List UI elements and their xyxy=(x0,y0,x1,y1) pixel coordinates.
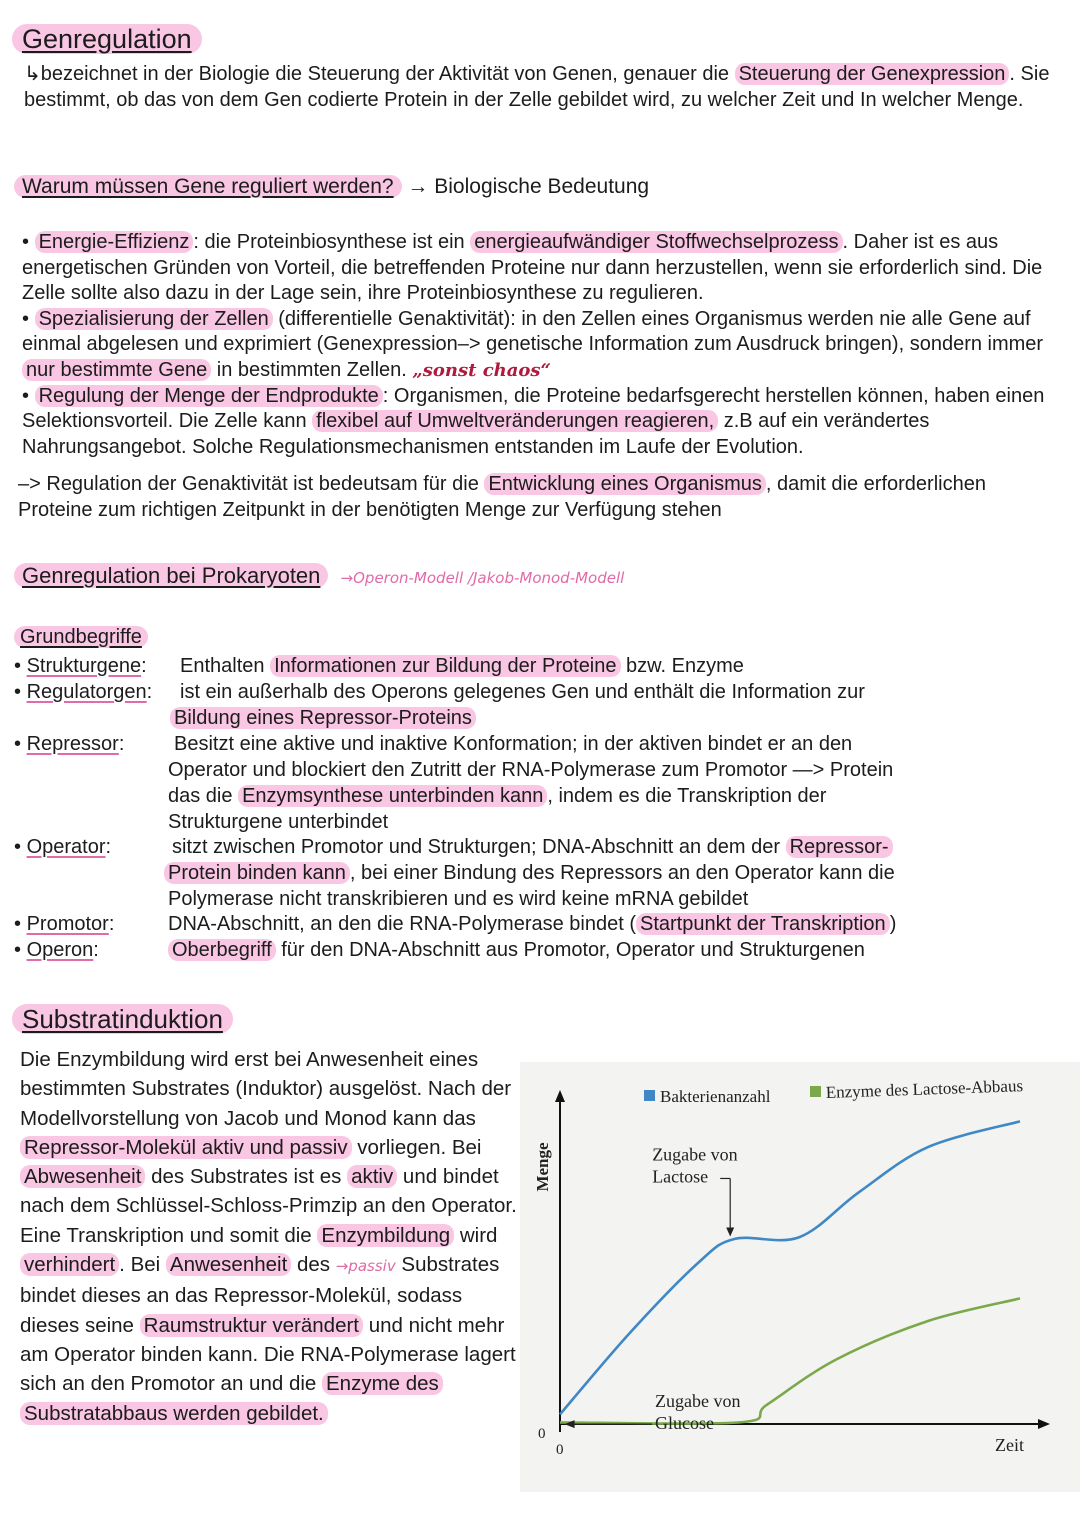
x-axis-label: Zeit xyxy=(995,1435,1024,1455)
substrat-paragraph xyxy=(20,1045,520,1428)
term-strukturgene-label: Strukturgene xyxy=(26,655,142,677)
legend-label-0: Bakterienanzahl xyxy=(660,1087,771,1106)
folgerung-text-a: Regulation der Genaktivität ist bedeutsam für die xyxy=(40,473,485,495)
annotation-glucose-line1: Zugabe von xyxy=(655,1391,741,1412)
substrat-t4: und bindet nach dem Schlüssel-Schloss-Primzip an den Operator. Eine Transkription und somit die xyxy=(20,1165,517,1247)
term-colon: : xyxy=(141,655,147,677)
desc-regulatorgen-line2 xyxy=(170,705,476,731)
term-promotor-label: Promotor xyxy=(26,913,109,935)
legend-label-1: Enzyme des Lactose-Abbaus xyxy=(825,1076,1024,1102)
term-colon: : xyxy=(118,733,125,755)
substrat-t6: . Bei xyxy=(119,1253,166,1277)
series-line-0 xyxy=(560,1121,1020,1414)
substrat-t2: vorliegen. Bei xyxy=(351,1135,482,1159)
y-axis-label: Menge xyxy=(533,1142,552,1192)
folgerung-text-b: , damit die erforderlichen Proteine zum richtigen Zeitpunkt in der benötigten Menge zur Verfügung stehen xyxy=(18,473,986,521)
bedeutung-text-regulung-a: : Organismen, die Proteine bedarfsgerecht herstellen können, haben einen Selektionsvorteil. Die Zelle kann xyxy=(22,384,1045,433)
folgerung-paragraph xyxy=(18,472,1058,523)
desc-regulatorgen xyxy=(180,679,865,705)
desc-regulatorgen-highlight: Bildung eines Repressor-Proteins xyxy=(170,707,476,729)
desc-operator-l1a: sitzt zwischen Promotor und Strukturgen; DNA-Abschnitt an dem der xyxy=(172,836,786,858)
term-promotor xyxy=(14,911,114,937)
page-title xyxy=(12,22,202,56)
desc-promotor-highlight: Startpunkt der Transkription xyxy=(636,913,890,935)
substrat-heading xyxy=(12,1002,233,1036)
term-regulatorgen xyxy=(14,679,152,705)
substrat-hl-repressor: Repressor-Molekül aktiv und passiv xyxy=(20,1136,352,1159)
y-axis-arrow-icon xyxy=(555,1090,565,1102)
question-answer: Biologische Bedeutung xyxy=(434,175,650,198)
desc-strukturgene xyxy=(180,653,744,679)
intro-text-after: . Sie bestimmt, ob das von dem Gen codierte Protein in der Zelle gebildet wird, zu welcher Zeit und In welcher Menge. xyxy=(24,63,1050,111)
desc-operon-b: für den DNA-Abschnitt aus Promotor, Operator und Strukturgenen xyxy=(275,939,865,961)
term-colon: : xyxy=(93,939,99,961)
desc-strukturgene-highlight: Informationen zur Bildung der Proteine xyxy=(270,655,620,677)
bedeutung-label-regulung: Regulung der Menge der Endprodukte xyxy=(35,385,383,407)
series-line-1 xyxy=(560,1298,1020,1423)
substrat-hl-verhindert: verhindert xyxy=(20,1253,119,1276)
intro-paragraph xyxy=(24,62,1054,113)
question-arrow-icon: → xyxy=(407,175,429,198)
substrat-t5: wird xyxy=(454,1223,498,1247)
desc-repressor-l2: Operator und blockiert den Zutritt der RNA-Polymerase zum Promotor —> Protein xyxy=(168,759,894,781)
annotation-lactose-line2: Lactose xyxy=(652,1166,709,1187)
term-colon: : xyxy=(105,836,112,858)
term-operon xyxy=(14,937,99,963)
substrat-hl-raumstruktur: Raumstruktur verändert xyxy=(140,1314,363,1337)
desc-repressor-l4: Strukturgene unterbindet xyxy=(168,811,389,833)
annotation-glucose-line2: Glucose xyxy=(655,1413,714,1434)
bedeutung-text-energie-b: . Daher ist es aus energetischen Gründen von Vorteil, die betreffenden Proteine nur dann herzustellen, wenn sie erforderlich sind. Die Zelle sollte also dazu in der Lage sein, ihre Proteinbiosynthese zu regulieren. xyxy=(22,231,1043,305)
desc-operator-highlight-1: Repressor- xyxy=(786,836,893,858)
bedeutung-text-spezialisierung-b: in bestimmten Zellen. xyxy=(211,358,407,381)
folgerung-highlight: Entwicklung eines Organismus xyxy=(484,473,765,495)
page-title-text: Genregulation xyxy=(12,24,202,54)
desc-strukturgene-a: Enthalten xyxy=(180,655,271,677)
substrat-hl-abwesenheit: Abwesenheit xyxy=(20,1165,145,1188)
bedeutung-highlight-spezialisierung: nur bestimmte Gene xyxy=(22,359,211,381)
bedeutung-text-spezialisierung-a: (differentielle Genaktivität): in den Zellen eines Organismus werden nie alle Gene auf einmal abgelesen und exprimiert (Genexpression–> genetische Information zum Ausdruck bringen), sondern immer xyxy=(22,307,1044,356)
term-operator-label: Operator xyxy=(26,836,106,858)
substrat-t3: des Substrates ist es xyxy=(145,1165,348,1189)
desc-repressor-line1 xyxy=(174,731,852,757)
desc-repressor-highlight: Enzymsynthese unterbinden kann xyxy=(238,785,547,807)
growth-chart-svg xyxy=(520,1062,1080,1492)
desc-repressor-l3a: das die xyxy=(168,785,239,807)
handwritten-note-chaos: „sonst chaos“ xyxy=(412,359,551,381)
bedeutung-item-regulung: • Regulung der Menge der Endprodukte : Organismen, die Proteine bedarfsgerecht herstellen können, haben einen Selektionsvorteil. Die Zelle kann flexibel auf Umweltveränderungen reagieren, z.B auf ein verändertes Nahrungsangebot. Solche Regulationsmechanismen entstanden im Laufe der Evolution. xyxy=(22,384,1045,458)
bedeutung-list xyxy=(22,230,1062,460)
desc-operon xyxy=(168,937,865,963)
desc-operator-l3: Polymerase nicht transkribieren und es wird keine mRNA gebildet xyxy=(168,888,749,910)
desc-operon-highlight: Oberbegriff xyxy=(168,939,276,961)
term-operon-label: Operon xyxy=(26,939,94,961)
bedeutung-item-spezialisierung: • Spezialisierung der Zellen (differentielle Genaktivität): in den Zellen eines Organismus werden nie alle Gene auf einmal abgelesen und exprimiert (Genexpression–> genetische Information zum Ausdruck bringen), sondern immer nur bestimmte Gene in bestimmten Zellen. „sonst chaos“ xyxy=(22,307,1044,381)
question-text: Warum müssen Gene reguliert werden? xyxy=(14,175,402,198)
bullet: • xyxy=(14,733,22,755)
term-colon: : xyxy=(146,681,153,703)
term-strukturgene xyxy=(14,653,147,679)
prokaryoten-heading xyxy=(14,562,624,592)
bullet: • xyxy=(14,836,22,858)
desc-promotor xyxy=(168,911,896,937)
substrat-handwritten-note: →passiv xyxy=(335,1257,396,1276)
grundbegriffe-heading-text: Grundbegriffe xyxy=(14,626,148,648)
annotation-lactose-line1: Zugabe von xyxy=(652,1144,738,1165)
substrat-heading-text: Substratinduktion xyxy=(12,1004,233,1034)
x-axis-arrow-icon xyxy=(1038,1419,1050,1429)
bullet: • xyxy=(14,655,22,677)
intro-arrow-icon: ↳ xyxy=(24,63,41,85)
substrat-hl-anwesenheit: Anwesenheit xyxy=(166,1253,291,1276)
desc-repressor-line2 xyxy=(168,757,893,783)
substrat-t8: Substrates bindet dieses an das Repressor-Molekül, sodass dieses seine xyxy=(20,1253,500,1337)
bedeutung-text-energie-a: : die Proteinbiosynthese ist ein xyxy=(193,231,471,253)
bedeutung-item-energie: • Energie-Effizienz : die Proteinbiosynthese ist ein energieaufwändiger Stoffwechselprozess . Daher ist es aus energetischen Gründen von Vorteil, die betreffenden Proteine nur dann herzustellen, wenn sie erforderlich sind. Die Zelle sollte also dazu in der Lage sein, ihre Proteinbiosynthese zu regulieren. xyxy=(22,231,1043,305)
substrat-hl-aktiv: aktiv xyxy=(347,1165,397,1188)
bullet: • xyxy=(14,681,22,703)
term-colon: : xyxy=(108,913,115,935)
x-origin-label: 0 xyxy=(556,1442,564,1458)
term-repressor xyxy=(14,731,124,757)
y-origin-label: 0 xyxy=(538,1426,546,1442)
desc-operator-line2 xyxy=(164,860,895,886)
desc-promotor-b: ) xyxy=(889,913,897,935)
desc-operator-line3 xyxy=(168,886,748,912)
folgerung-arrow-icon: –> xyxy=(18,473,41,495)
prokaryoten-heading-text: Genregulation bei Prokaryoten xyxy=(14,563,328,588)
desc-repressor-l1: Besitzt eine aktive und inaktive Konformation; in der aktiven bindet er an den xyxy=(174,733,853,755)
bedeutung-text-regulung-b: z.B auf ein verändertes Nahrungsangebot. Solche Regulationsmechanismen entstanden im Laufe der Evolution. xyxy=(22,410,930,458)
bedeutung-highlight-energie: energieaufwändiger Stoffwechselprozess xyxy=(470,231,842,253)
annotation-lactose-arrow-icon xyxy=(726,1227,734,1236)
bullet: • xyxy=(14,913,22,935)
legend-swatch-1 xyxy=(810,1086,821,1097)
desc-operator-l2b: , bei einer Bindung des Repressors an den Operator kann die xyxy=(349,862,895,884)
term-operator xyxy=(14,834,111,860)
substrat-t7: des xyxy=(291,1253,336,1277)
intro-highlight: Steuerung der Genexpression xyxy=(735,63,1010,85)
bedeutung-highlight-regulung: flexibel auf Umweltveränderungen reagieren, xyxy=(312,410,718,432)
desc-operator-highlight-2: Protein binden kann xyxy=(164,862,350,884)
desc-promotor-a: DNA-Abschnitt, an den die RNA-Polymerase bindet ( xyxy=(168,913,636,935)
question-line xyxy=(14,173,649,201)
legend-swatch-0 xyxy=(644,1090,655,1101)
desc-regulatorgen-a: ist ein außerhalb des Operons gelegenes Gen und enthält die Information zur xyxy=(180,681,865,703)
desc-repressor-line4 xyxy=(168,809,388,835)
bullet: • xyxy=(14,939,22,961)
substrat-hl-enzymbildung: Enzymbildung xyxy=(317,1224,454,1247)
desc-repressor-l3b: , indem es die Transkription der xyxy=(547,785,827,807)
term-repressor-label: Repressor xyxy=(26,733,119,755)
substrat-hl-enzyme: Enzyme des Substratabbaus werden gebildet. xyxy=(20,1372,443,1424)
substrat-t1: Die Enzymbildung wird erst bei Anwesenheit eines bestimmten Substrates (Induktor) ausgelöst. Nach der Modellvorstellung von Jacob und Monod kann das xyxy=(20,1048,512,1130)
term-regulatorgen-label: Regulatorgen xyxy=(26,681,147,703)
desc-operator-line1 xyxy=(172,834,893,860)
bedeutung-label-energie: Energie-Effizienz xyxy=(35,231,194,253)
desc-strukturgene-b: bzw. Enzyme xyxy=(620,655,744,677)
desc-repressor-line3 xyxy=(168,783,826,809)
bedeutung-label-spezialisierung: Spezialisierung der Zellen xyxy=(35,308,273,330)
grundbegriffe-heading xyxy=(14,623,148,651)
growth-chart xyxy=(520,1062,1080,1492)
intro-text-before: bezeichnet in der Biologie die Steuerung der Aktivität von Genen, genauer die xyxy=(40,63,735,85)
substrat-t9: und nicht mehr am Operator binden kann. Die RNA-Polymerase lagert sich an den Promotor an und die xyxy=(20,1313,516,1396)
prokaryoten-handwritten-note: →Operon-Modell /Jakob-Monod-Modell xyxy=(340,569,625,587)
